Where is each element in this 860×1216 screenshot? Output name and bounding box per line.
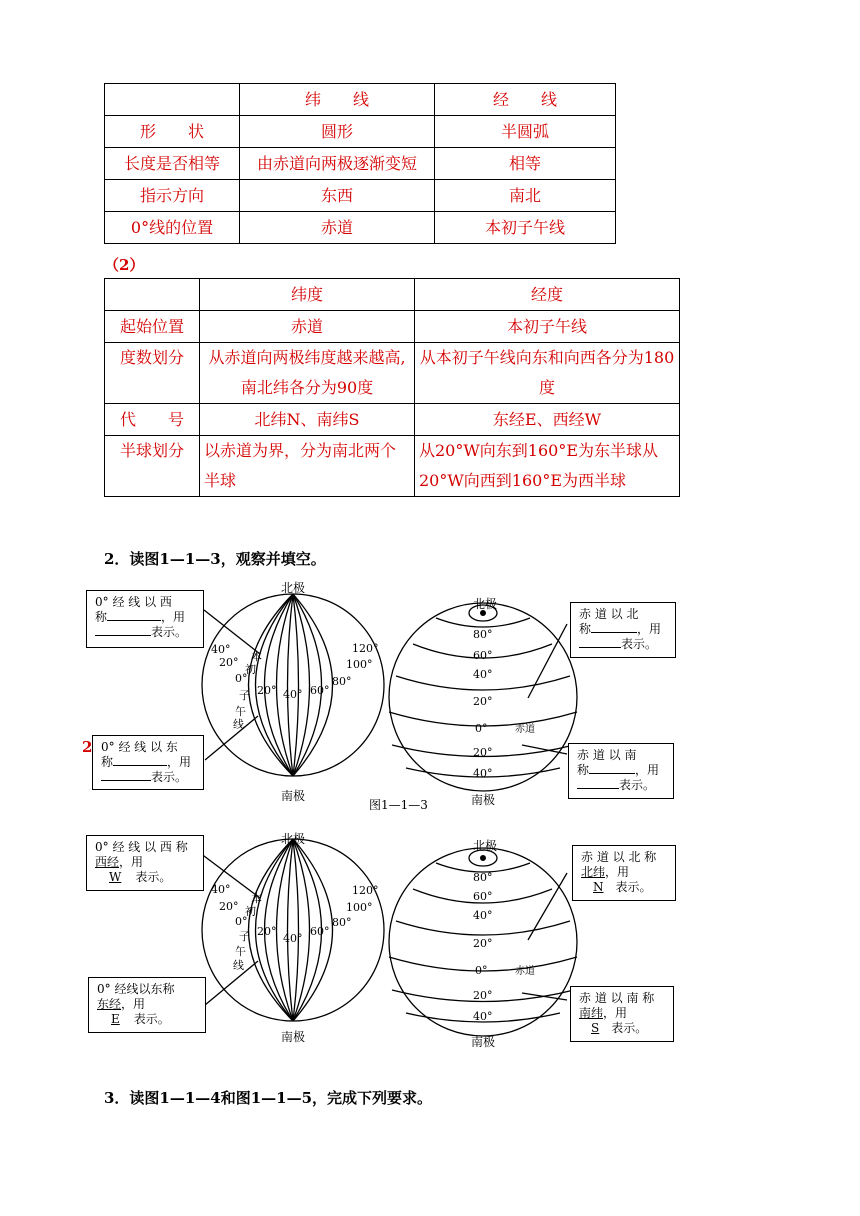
answer-code: E	[111, 1012, 120, 1026]
lat-tick: 20°	[473, 989, 493, 1002]
lat-tick: 60°	[473, 649, 493, 662]
table-row	[105, 343, 680, 404]
answer-blank[interactable]	[591, 632, 637, 633]
lon-tick: 40°	[211, 643, 231, 656]
north-latitude-answer-box	[572, 845, 676, 901]
lat-tick: 20°	[473, 695, 493, 708]
table-cell	[105, 84, 240, 116]
figure-caption: 图1—1—3	[369, 798, 428, 812]
equator-label: 赤道	[515, 966, 535, 977]
box-text: ，用	[161, 610, 186, 624]
prime-meridian-char: 子	[239, 689, 250, 702]
lon-tick: 60°	[310, 925, 330, 938]
prime-meridian-char: 线	[233, 959, 244, 972]
answer-code: S	[591, 1021, 600, 1035]
north-pole-label: 北极	[281, 581, 306, 595]
box-text: ，用	[637, 622, 662, 636]
south-latitude-blank-box	[568, 743, 674, 799]
table-cell: 从本初子午线向东和向西各分为180度	[415, 343, 680, 404]
table-cell: 本初子午线	[435, 212, 616, 244]
table-cell: 形 状	[105, 116, 240, 148]
north-pole-label: 北极	[473, 597, 498, 611]
box-text: ，用	[119, 855, 144, 869]
table2-label: （2）	[104, 256, 145, 274]
box-text: 赤 道 以 北	[579, 607, 639, 621]
north-latitude-blank-box	[570, 602, 676, 658]
lon-tick: 100°	[346, 901, 373, 914]
table-cell: 从20°W向东到160°E为东半球从20°W向西到160°E为西半球	[415, 436, 680, 497]
table-cell: 指示方向	[105, 180, 240, 212]
lon-tick: 40°	[283, 932, 303, 945]
table-row	[105, 311, 680, 343]
box-text: ，用	[635, 763, 660, 777]
table-cell: 代 号	[105, 404, 200, 436]
south-pole-label: 南极	[471, 793, 496, 807]
latitude-longitude-degree-table	[104, 278, 680, 497]
lon-tick: 0°	[235, 915, 248, 928]
east-longitude-blank-box	[92, 735, 204, 790]
box-text: ，用	[603, 1006, 628, 1020]
box-text: 0° 经 线 以 西	[95, 595, 172, 609]
lon-tick: 20°	[257, 684, 277, 697]
answer-text: 北纬	[581, 865, 606, 879]
box-text: ，用	[605, 865, 630, 879]
question-3: 3．读图1—1—4和图1—1—5，完成下列要求。	[104, 1089, 433, 1107]
lat-tick: 40°	[473, 767, 493, 780]
answer-blank[interactable]	[95, 635, 151, 636]
prime-meridian-char: 本	[251, 892, 262, 905]
table-cell: 本初子午线	[415, 311, 680, 343]
box-text: ，用	[167, 755, 192, 769]
box-text: 表示。	[151, 770, 188, 784]
prime-meridian-char: 线	[233, 718, 244, 731]
west-longitude-answer-box	[86, 835, 204, 891]
table-cell: 0°线的位置	[105, 212, 240, 244]
south-pole-label: 南极	[281, 789, 306, 803]
box-text: ，用	[121, 997, 146, 1011]
box-text: 称	[579, 622, 592, 636]
answer-code: N	[593, 880, 604, 894]
lat-tick: 20°	[473, 937, 493, 950]
table-cell	[105, 279, 200, 311]
lon-tick: 60°	[310, 684, 330, 697]
lon-tick: 120°	[352, 884, 379, 897]
table-row	[105, 436, 680, 497]
table-header-row	[105, 279, 680, 311]
box-text: 称	[95, 610, 108, 624]
table-cell: 半圆弧	[435, 116, 616, 148]
box-text: 表示。	[621, 637, 658, 651]
lat-tick: 40°	[473, 1010, 493, 1023]
answer-blank[interactable]	[101, 780, 151, 781]
answer-text: 东经	[97, 997, 122, 1011]
table-cell: 南北	[435, 180, 616, 212]
lon-tick: 0°	[235, 672, 248, 685]
lon-tick: 80°	[332, 916, 352, 929]
west-longitude-blank-box	[86, 590, 204, 648]
table-cell: 相等	[435, 148, 616, 180]
north-pole-label: 北极	[473, 839, 498, 853]
table-cell: 度数划分	[105, 343, 200, 404]
prime-meridian-char: 初	[245, 905, 256, 918]
prime-meridian-char: 本	[251, 650, 262, 663]
answer-blank[interactable]	[579, 647, 621, 648]
lat-tick: 40°	[473, 909, 493, 922]
table-row	[105, 148, 616, 180]
table-cell: 纬度	[200, 279, 415, 311]
table-header-row	[105, 84, 616, 116]
lat-tick: 0°	[475, 964, 488, 977]
table-cell: 北纬N、南纬S	[200, 404, 415, 436]
answer-blank[interactable]	[113, 765, 167, 766]
lat-tick: 0°	[475, 722, 488, 735]
prime-meridian-char: 午	[235, 945, 246, 958]
south-pole-label: 南极	[471, 1035, 496, 1049]
table-cell: 东西	[240, 180, 435, 212]
box-text: 表示。	[615, 880, 652, 894]
table-cell: 长度是否相等	[105, 148, 240, 180]
lon-tick: 40°	[211, 883, 231, 896]
south-pole-label: 南极	[281, 1030, 306, 1044]
table-cell: 起始位置	[105, 311, 200, 343]
lat-tick: 80°	[473, 871, 493, 884]
box-text: 赤 道 以 南 称	[579, 991, 655, 1005]
equator-label: 赤道	[515, 724, 535, 735]
prime-meridian-char: 初	[245, 663, 256, 676]
answer-blank[interactable]	[589, 773, 635, 774]
lat-tick: 60°	[473, 890, 493, 903]
answer-code: W	[109, 870, 122, 884]
box-text: 表示。	[135, 870, 172, 884]
answer-text: 西经	[95, 855, 120, 869]
lat-tick: 40°	[473, 668, 493, 681]
box-text: 表示。	[611, 1021, 648, 1035]
table-cell: 由赤道向两极逐渐变短	[240, 148, 435, 180]
south-latitude-answer-box	[570, 986, 674, 1042]
lon-tick: 120°	[352, 642, 379, 655]
prime-meridian-char: 子	[239, 930, 250, 943]
table-row	[105, 212, 616, 244]
table-cell: 东经E、西经W	[415, 404, 680, 436]
box-text: 赤 道 以 南	[577, 748, 637, 762]
box-text: 称	[577, 763, 590, 777]
lon-tick: 80°	[332, 675, 352, 688]
table-cell: 经 线	[435, 84, 616, 116]
question-2: 2．读图1—1—3，观察并填空。	[104, 550, 326, 568]
latitude-longitude-line-table	[104, 83, 616, 244]
table-cell: 圆形	[240, 116, 435, 148]
table-row	[105, 116, 616, 148]
lon-tick: 100°	[346, 658, 373, 671]
table-row	[105, 180, 616, 212]
box-text: 0° 经 线 以 西 称	[95, 840, 188, 854]
lon-tick: 20°	[219, 900, 239, 913]
east-longitude-answer-box	[88, 977, 206, 1033]
box-text: 表示。	[151, 625, 188, 639]
lon-tick: 20°	[257, 925, 277, 938]
box-text: 0° 经线以东称	[97, 982, 175, 996]
table-cell: 从赤道向两极纬度越来越高,南北纬各分为90度	[200, 343, 415, 404]
lat-tick: 20°	[473, 746, 493, 759]
table-cell: 纬 线	[240, 84, 435, 116]
table-row	[105, 404, 680, 436]
lat-tick: 80°	[473, 628, 493, 641]
prime-meridian-char: 午	[235, 705, 246, 718]
lon-tick: 20°	[219, 656, 239, 669]
box-text: 表示。	[619, 778, 656, 792]
box-text: 0° 经 线 以 东	[101, 740, 178, 754]
box-text: 表示。	[133, 1012, 170, 1026]
table-cell: 赤道	[200, 311, 415, 343]
box-text: 赤 道 以 北 称	[581, 850, 657, 864]
stray-mark: 2	[82, 738, 93, 756]
answer-text: 南纬	[579, 1006, 604, 1020]
table-cell: 以赤道为界，分为南北两个半球	[200, 436, 415, 497]
table-cell: 赤道	[240, 212, 435, 244]
box-text: 称	[101, 755, 114, 769]
north-pole-label: 北极	[281, 832, 306, 846]
answer-blank[interactable]	[577, 788, 619, 789]
answer-blank[interactable]	[107, 620, 161, 621]
table-cell: 经度	[415, 279, 680, 311]
table-cell: 半球划分	[105, 436, 200, 497]
lon-tick: 40°	[283, 688, 303, 701]
